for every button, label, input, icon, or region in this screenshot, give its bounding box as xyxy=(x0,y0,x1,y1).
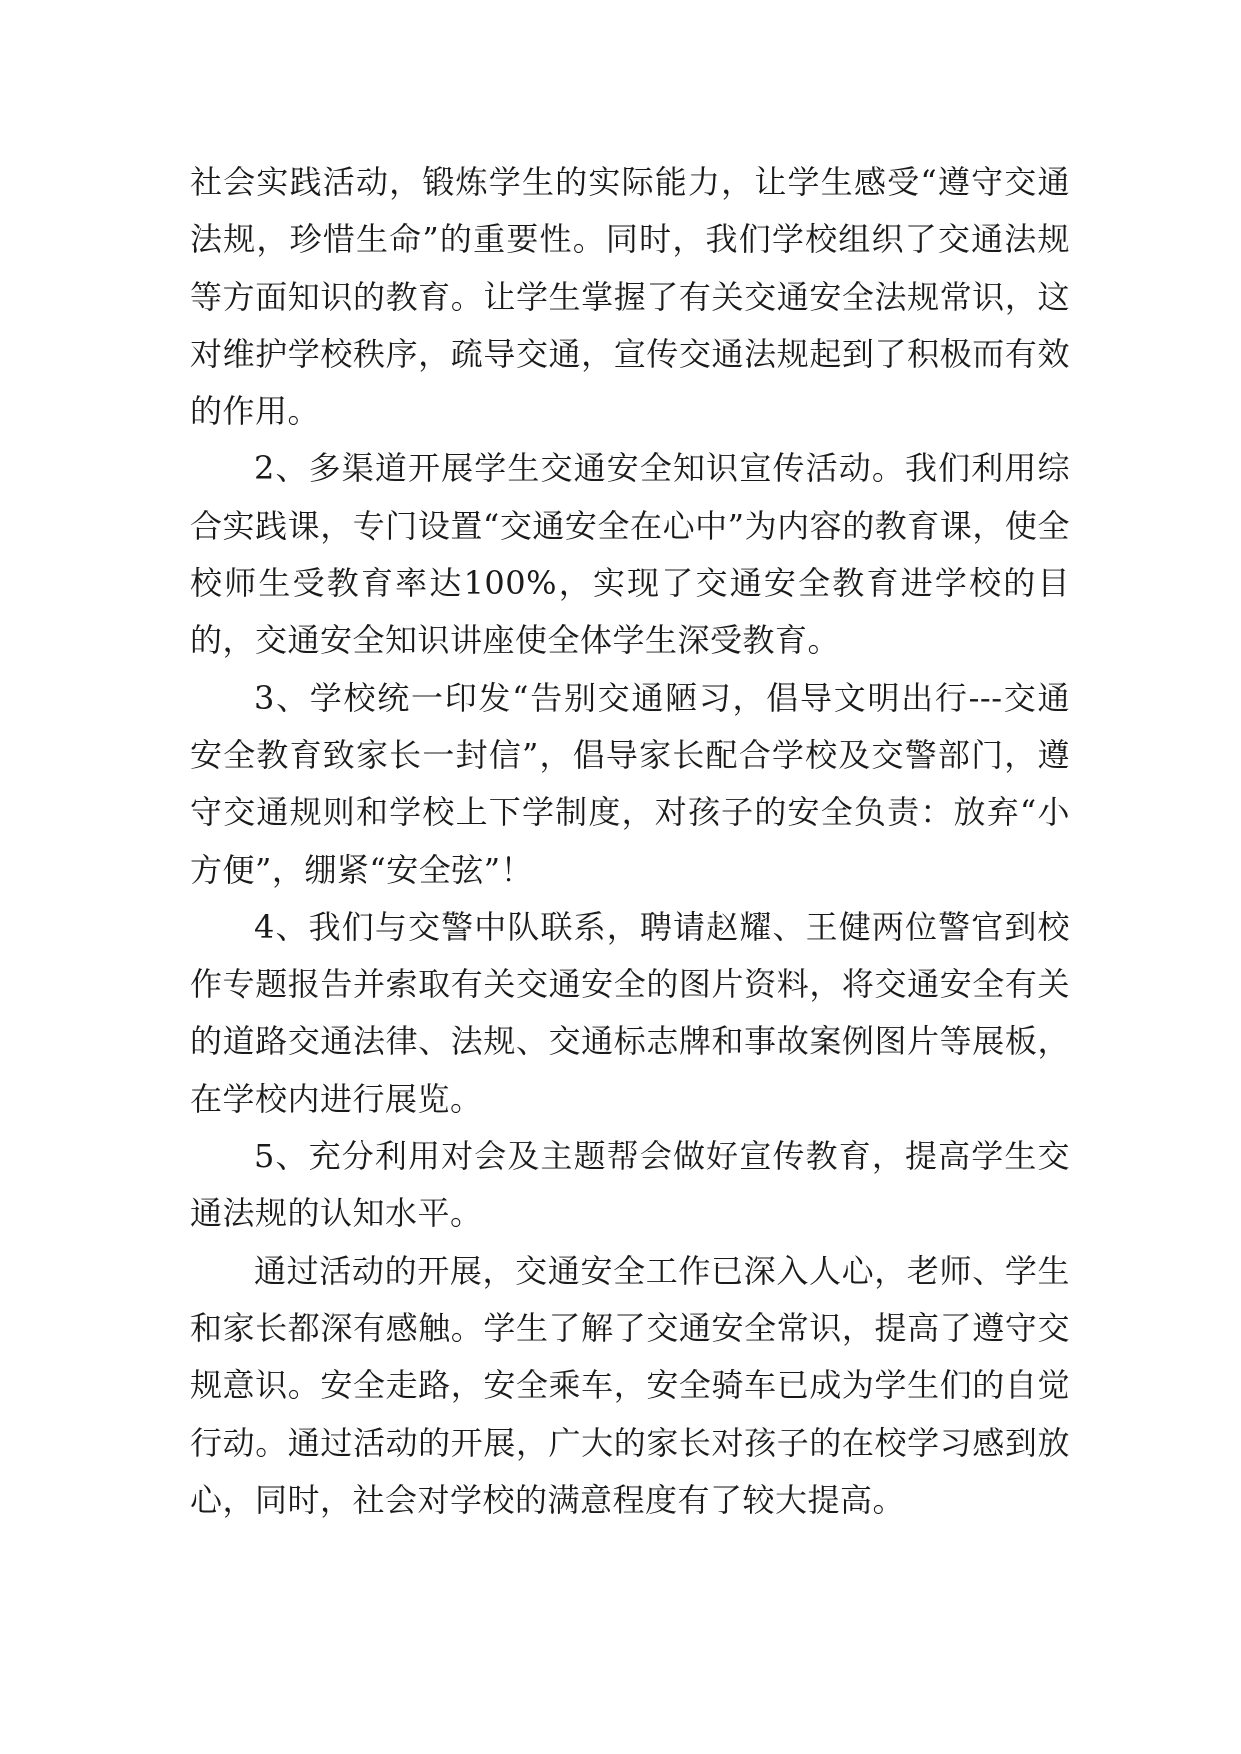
document-body xyxy=(190,154,1070,1529)
paragraph-item-4: 4、我们与交警中队联系，聘请赵耀、王健两位警官到校作专题报告并索取有关交通安全的图片资料，将交通安全有关的道路交通法律、法规、交通标志牌和事故案例图片等展板，在学校内进行展览。 xyxy=(190,907,1070,1118)
paragraph-item-3: 3、学校统一印发“告别交通陋习，倡导文明出行---交通安全教育致家长一封信”，倡导家长配合学校及交警部门，遵守交通规则和学校上下学制度，对孩子的安全负责：放弃“小方便”，绷紧“安全弦”！ xyxy=(190,678,1070,889)
paragraph-item-2: 2、多渠道开展学生交通安全知识宣传活动。我们利用综合实践课，专门设置“交通安全在心中”为内容的教育课，使全校师生受教育率达100%，实现了交通安全教育进学校的目的，交通安全知识讲座使全体学生深受教育。 xyxy=(190,449,1070,660)
paragraph-continuation: 社会实践活动，锻炼学生的实际能力，让学生感受“遵守交通法规，珍惜生命”的重要性。同时，我们学校组织了交通法规等方面知识的教育。让学生掌握了有关交通安全法规常识，这对维护学校秩序，疏导交通，宣传交通法规起到了积极而有效的作用。 xyxy=(190,163,1070,431)
paragraph-item-5: 5、充分利用对会及主题帮会做好宣传教育，提高学生交通法规的认知水平。 xyxy=(190,1137,1070,1233)
paragraph-conclusion: 通过活动的开展，交通安全工作已深入人心，老师、学生和家长都深有感触。学生了解了交通安全常识，提高了遵守交规意识。安全走路，安全乘车，安全骑车已成为学生们的自觉行动。通过活动的开展，广大的家长对孩子的在校学习感到放心，同时，社会对学校的满意程度有了较大提高。 xyxy=(190,1251,1070,1519)
